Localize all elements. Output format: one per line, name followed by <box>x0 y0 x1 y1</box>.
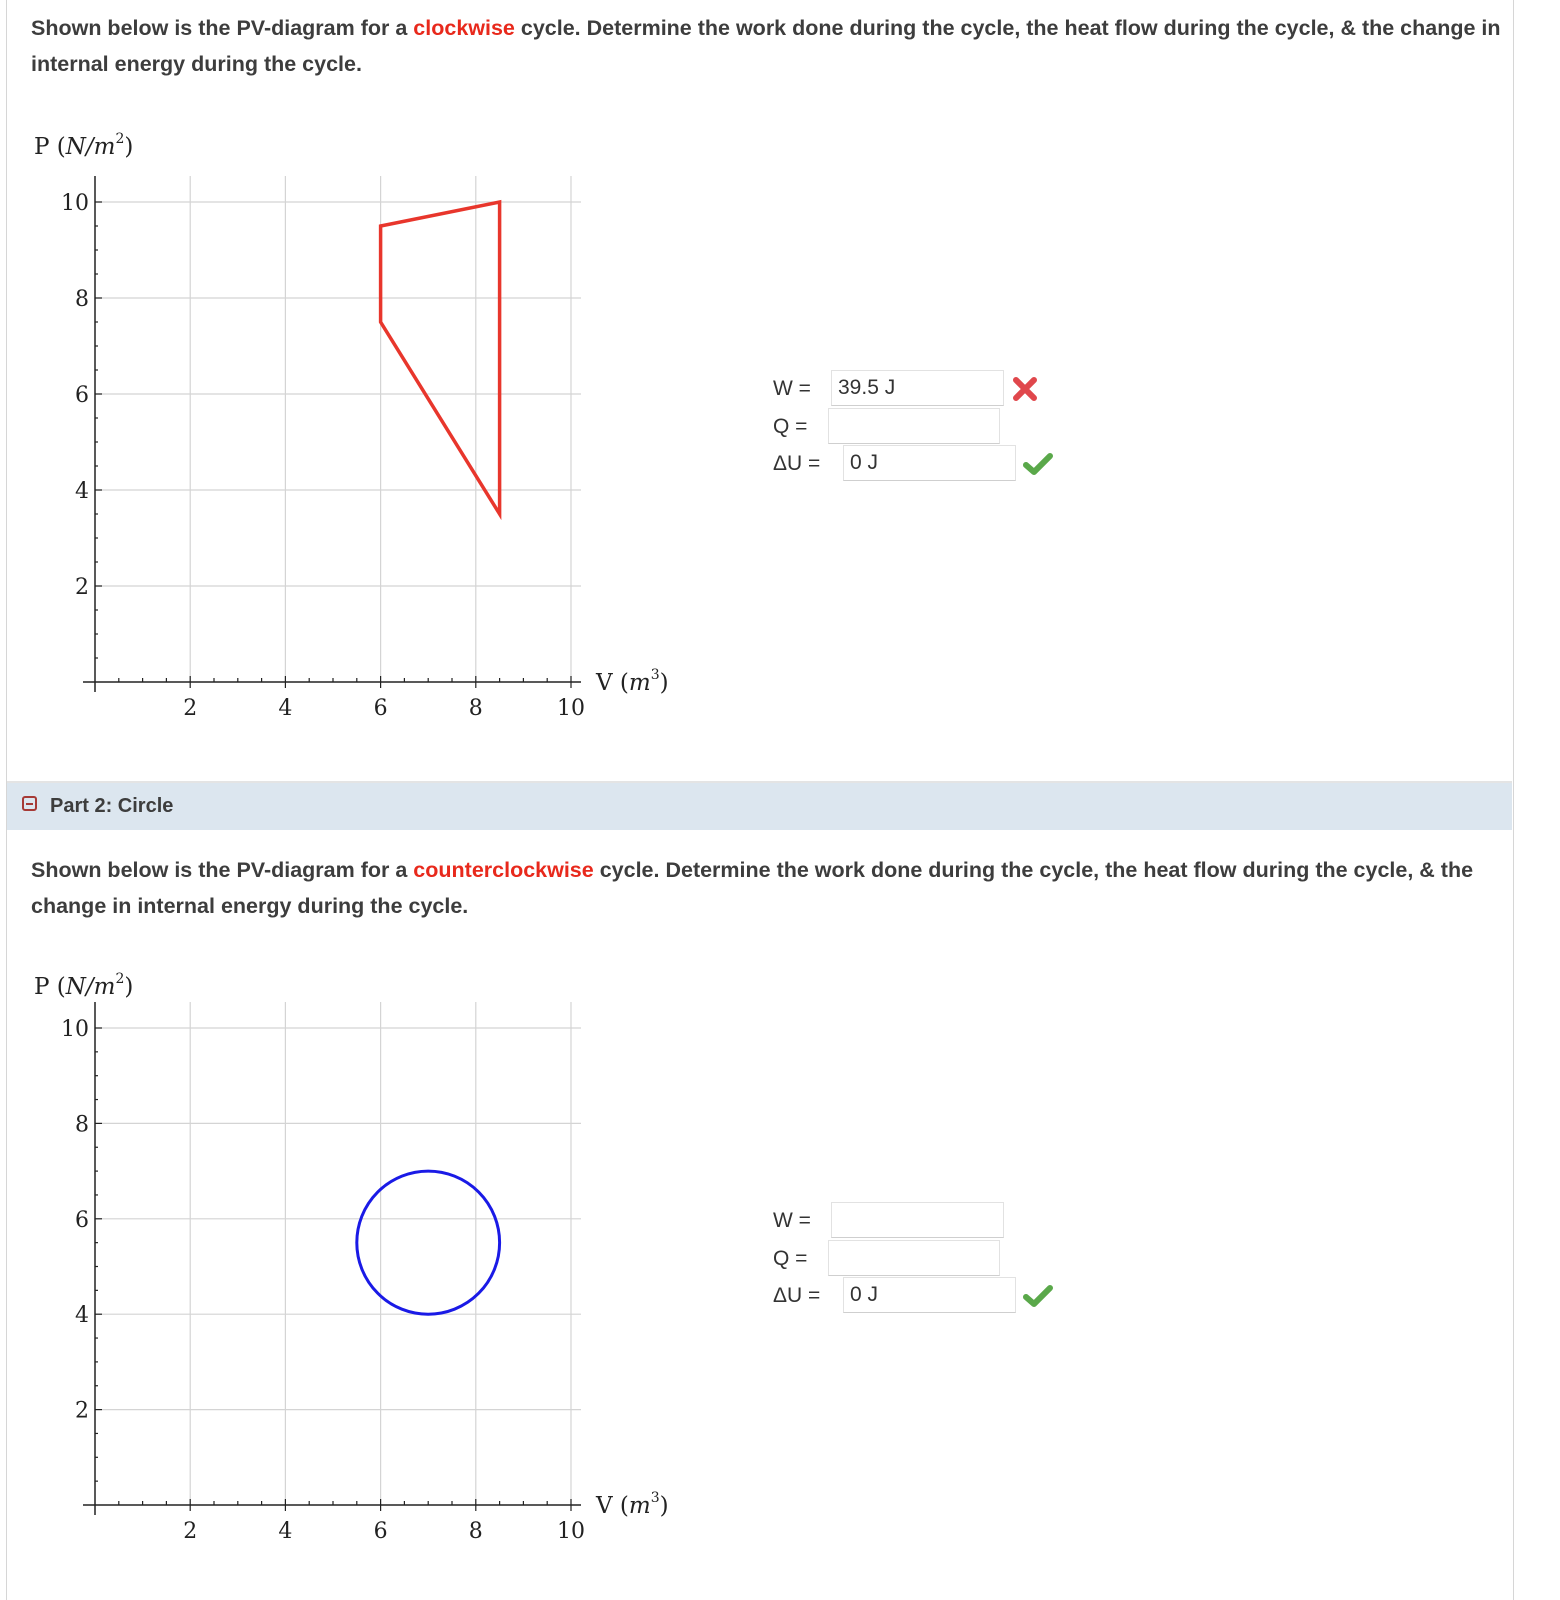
x-tick-label: 6 <box>373 696 388 721</box>
y-axis-unit-exponent: 2 <box>115 971 125 987</box>
correct-check-icon <box>1023 1281 1053 1311</box>
w-label: W = <box>773 1209 811 1232</box>
y-axis-paren-close: ) <box>124 134 134 160</box>
prompt-text: Shown below is the PV-diagram for a <box>31 16 414 40</box>
x-tick-label: 10 <box>557 696 585 721</box>
prompt-highlight: clockwise <box>413 16 515 40</box>
x-axis-paren-open: ( <box>612 1493 629 1519</box>
y-tick-label: 4 <box>75 1303 89 1329</box>
x-axis-paren-open: ( <box>612 670 629 696</box>
y-tick-label: 8 <box>75 287 89 312</box>
prompt-text: Shown below is the PV-diagram for a <box>31 858 414 882</box>
y-axis-unit-exponent: 2 <box>115 131 125 147</box>
x-axis-paren-close: ) <box>659 670 669 696</box>
y-tick-label: 4 <box>75 479 89 504</box>
cycle-path <box>381 202 500 514</box>
part2-header[interactable] <box>7 781 1512 830</box>
x-axis-unit: m <box>628 670 651 696</box>
prompt-text: cycle. Determine the work done during the cycle, the heat flow during the cycle, & the change in internal energy during the cycle. <box>31 858 1474 918</box>
part2-prompt <box>31 852 1501 924</box>
q-input[interactable] <box>828 408 1000 444</box>
x-axis-label <box>595 1490 669 1519</box>
pv-diagram-1 <box>0 120 720 760</box>
x-axis-name: V <box>596 670 613 696</box>
x-axis-name: V <box>596 1493 613 1519</box>
x-tick-label: 6 <box>373 1519 388 1544</box>
y-axis-paren-close: ) <box>124 974 134 1000</box>
y-tick-label: 8 <box>75 1112 89 1138</box>
prompt-text: cycle. Determine the work done during the cycle, the heat flow during the cycle, & the change in internal energy during the cycle. <box>31 16 1501 76</box>
part2-title: Part 2: Circle <box>50 795 174 817</box>
x-axis-label <box>595 667 669 696</box>
y-axis-name: P <box>34 134 50 160</box>
q-label: Q = <box>773 415 808 438</box>
x-axis-paren-close: ) <box>659 1493 669 1519</box>
x-tick-label: 4 <box>278 1519 293 1544</box>
y-tick-label: 6 <box>75 1207 89 1233</box>
x-axis-unit-exponent: 3 <box>650 667 660 683</box>
correct-check-icon <box>1023 449 1053 479</box>
du-label: ΔU = <box>773 452 821 475</box>
y-axis-paren-open: ( <box>49 134 66 160</box>
y-tick-label: 2 <box>75 1398 89 1424</box>
y-axis-label <box>34 131 133 160</box>
pv-diagram-2 <box>0 960 720 1600</box>
w-input[interactable] <box>831 1202 1004 1238</box>
du-input[interactable] <box>843 1277 1016 1313</box>
cycle-circle <box>357 1171 500 1314</box>
x-tick-label: 10 <box>557 1519 585 1544</box>
y-tick-label: 10 <box>61 1017 89 1042</box>
x-tick-label: 2 <box>183 1519 198 1544</box>
x-tick-label: 8 <box>468 1519 483 1544</box>
collapse-icon[interactable] <box>22 796 37 811</box>
du-input[interactable] <box>843 445 1016 481</box>
prompt-highlight: counterclockwise <box>413 858 594 882</box>
y-tick-label: 2 <box>75 575 89 600</box>
y-axis-unit: N/m <box>65 974 116 1000</box>
x-tick-label: 8 <box>468 696 483 721</box>
x-tick-label: 2 <box>183 696 198 721</box>
part1-prompt <box>31 10 1501 82</box>
x-axis-unit-exponent: 3 <box>650 1490 660 1506</box>
x-axis-unit: m <box>628 1493 651 1519</box>
y-axis-name: P <box>34 974 50 1000</box>
q-label: Q = <box>773 1247 808 1270</box>
incorrect-x-icon <box>1010 374 1040 404</box>
y-axis-unit: N/m <box>65 134 116 160</box>
w-label: W = <box>773 377 811 400</box>
w-input[interactable] <box>831 370 1004 406</box>
y-axis-label <box>34 971 133 1000</box>
q-input[interactable] <box>828 1240 1000 1276</box>
y-tick-label: 6 <box>75 383 89 408</box>
x-tick-label: 4 <box>278 696 293 721</box>
y-tick-label: 10 <box>61 191 89 216</box>
du-label: ΔU = <box>773 1284 821 1307</box>
y-axis-paren-open: ( <box>49 974 66 1000</box>
